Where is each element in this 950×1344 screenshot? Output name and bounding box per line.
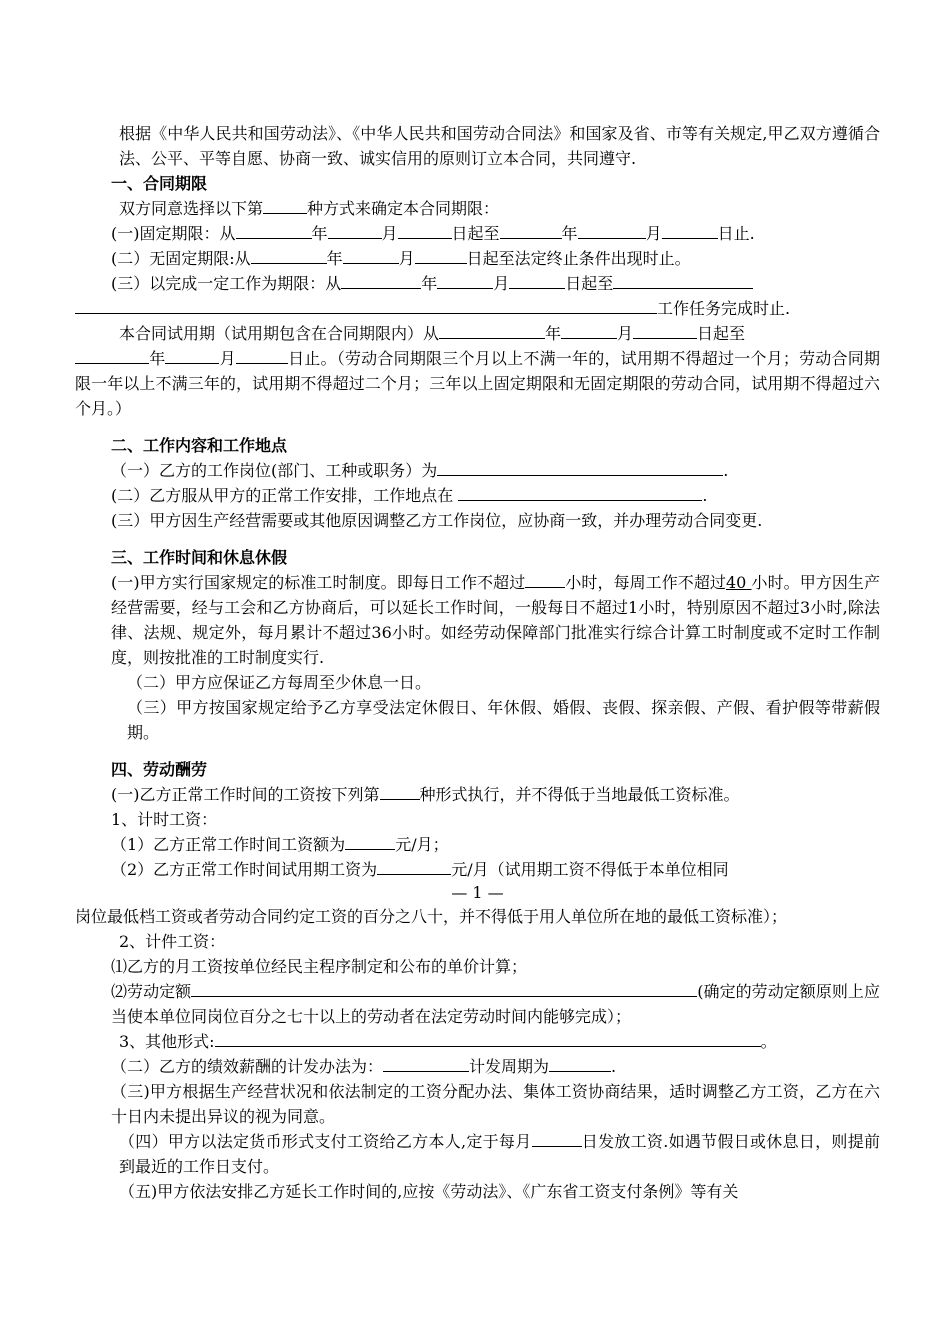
blank-field[interactable] (458, 484, 702, 501)
page-number: — 1 — (451, 883, 504, 902)
blank-field[interactable] (236, 222, 312, 239)
overtime-pay: （五)甲方依法安排乙方延长工作时间的,应按《劳动法》、《广东省工资支付条例》等有关 (119, 1182, 739, 1201)
blank-field[interactable] (380, 783, 420, 800)
probation-wage-continued: 岗位最低档工资或者劳动合同约定工资的百分之八十，并不得低于用人单位所在地的最低工资标准）； (75, 907, 788, 926)
piece-wage-price: ⑴乙方的月工资按单位经民主程序制定和公布的单价计算； (111, 957, 528, 976)
blank-field[interactable] (437, 272, 493, 289)
job-post: （一）乙方的工作岗位(部门、工种或职务）为 . (111, 461, 729, 480)
blank-field[interactable] (215, 1030, 761, 1047)
section2-heading: 二、工作内容和工作地点 (111, 436, 288, 455)
blank-field[interactable] (398, 222, 452, 239)
blank-field[interactable] (437, 459, 723, 476)
wage-adjust: （三)甲方根据生产经营状况和依法制定的工资分配办法、集体工资协商结果，适时调整乙方工资，乙方在六十日内未提出异议的视为同意。 (111, 1082, 880, 1126)
time-wage-heading: 1、计时工资： (111, 810, 218, 829)
work-place: (二）乙方服从甲方的正常工作安排，工作地点在 . (111, 486, 708, 505)
intro-paragraph: 根据《中华人民共和国劳动法》、《中华人民共和国劳动合同法》和国家及省、市等有关规定,甲乙双方遵循合法、公平、平等自愿、协商一致、诚实信用的原则订立本合同，共同遵守. (119, 124, 880, 168)
performance-pay: （二）乙方的绩效薪酬的计发办法为： 计发周期为 . (111, 1057, 617, 1076)
blank-field[interactable] (532, 1130, 582, 1147)
blank-field[interactable] (415, 247, 467, 264)
blank-field[interactable] (343, 247, 399, 264)
probation-wage: （2）乙方正常工作时间试用期工资为 元/月（试用期工资不得低于本单位相同 (111, 860, 729, 879)
blank-field[interactable] (377, 858, 451, 875)
paid-leave: （三）甲方按国家规定给予乙方享受法定休假日、年休假、婚假、丧假、探亲假、产假、看护假等带薪假期。 (127, 698, 880, 742)
blank-field[interactable] (341, 272, 421, 289)
labor-quota: ⑵劳动定额 (确定的劳动定额原则上应当使本单位同岗位百分之七十以上的劳动者在法定劳动时间内能够完成）； (111, 982, 880, 1026)
blank-field[interactable] (509, 272, 565, 289)
blank-field[interactable] (662, 222, 718, 239)
section3-heading: 三、工作时间和休息休假 (111, 548, 288, 567)
blank-field[interactable] (500, 222, 562, 239)
open-term: (二）无固定期限:从 年 月 日起至法定终止条件出现时止。 (111, 249, 691, 268)
task-term: (三）以完成一定工作为期限：从 年 月 日起至 (75, 271, 880, 296)
blank-field[interactable] (236, 347, 288, 364)
blank-field[interactable] (165, 347, 219, 364)
probation-period: 本合同试用期（试用期包含在合同期限内）从 年 月 日起至 (119, 324, 746, 343)
blank-field[interactable] (75, 297, 657, 314)
blank-field[interactable] (578, 222, 646, 239)
blank-field[interactable] (439, 322, 545, 339)
probation-rules: 年 月 日止。（劳动合同期限三个月以上不满一年的，试用期不得超过一个月；劳动合同期限一年以上不满三年的，试用期不得超过二个月；三年以上固定期限和无固定期限的劳动合同，试用期不得超过六个月。） (75, 349, 880, 418)
time-wage-amount: （1）乙方正常工作时间工资额为 元/月； (111, 835, 449, 854)
section4-heading: 四、劳动酬劳 (111, 760, 208, 779)
contract-document (75, 121, 880, 1204)
wage-form: (一)乙方正常工作时间的工资按下列第 种形式执行，并不得低于当地最低工资标准。 (111, 785, 740, 804)
blank-field[interactable] (383, 1055, 469, 1072)
blank-field[interactable] (263, 197, 307, 214)
piece-wage-heading: 2、计件工资： (119, 932, 226, 951)
work-hours: (一)甲方实行国家规定的标准工时制度。即每日工作不超过 小时，每周工作不超过40 小时。甲方因生产经营需要，经与工会和乙方协商后，可以延长工作时间，一般每日不超过1小时，特别原因不超过3小时,除法律、法规、规定外，每月累计不超过36小时。如经劳动保障部门批准实行综合计算工时制度或不定时工作制度，则按批准的工时制度实行. (111, 573, 880, 667)
fixed-term: (一)固定期限：从 年 月 日起至 年 月 日止. (111, 224, 755, 243)
other-wage-form: 3、其他形式: 。 (119, 1032, 777, 1051)
weekly-rest: （二）甲方应保证乙方每周至少休息一日。 (127, 673, 432, 692)
blank-field[interactable] (328, 222, 382, 239)
blank-field[interactable] (345, 833, 395, 850)
term-choice: 双方同意选择以下第 种方式来确定本合同期限： (119, 199, 500, 218)
blank-field[interactable] (613, 272, 753, 289)
blank-field[interactable] (561, 322, 617, 339)
blank-field[interactable] (549, 1055, 611, 1072)
pay-day: （四）甲方以法定货币形式支付工资给乙方本人,定于每月 日发放工资.如遇节假日或休息日，则提前到最近的工作日支付。 (119, 1132, 880, 1176)
task-term-end: 工作任务完成时止. (75, 296, 880, 321)
weekly-hours-value: 40 (726, 573, 747, 592)
blank-field[interactable] (251, 247, 327, 264)
blank-field[interactable] (633, 322, 697, 339)
blank-field[interactable] (75, 347, 149, 364)
blank-field[interactable] (191, 980, 697, 997)
section1-heading: 一、合同期限 (111, 174, 208, 193)
blank-field[interactable] (525, 571, 565, 588)
post-adjust: (三）甲方因生产经营需要或其他原因调整乙方工作岗位，应协商一致，并办理劳动合同变更. (111, 511, 763, 530)
